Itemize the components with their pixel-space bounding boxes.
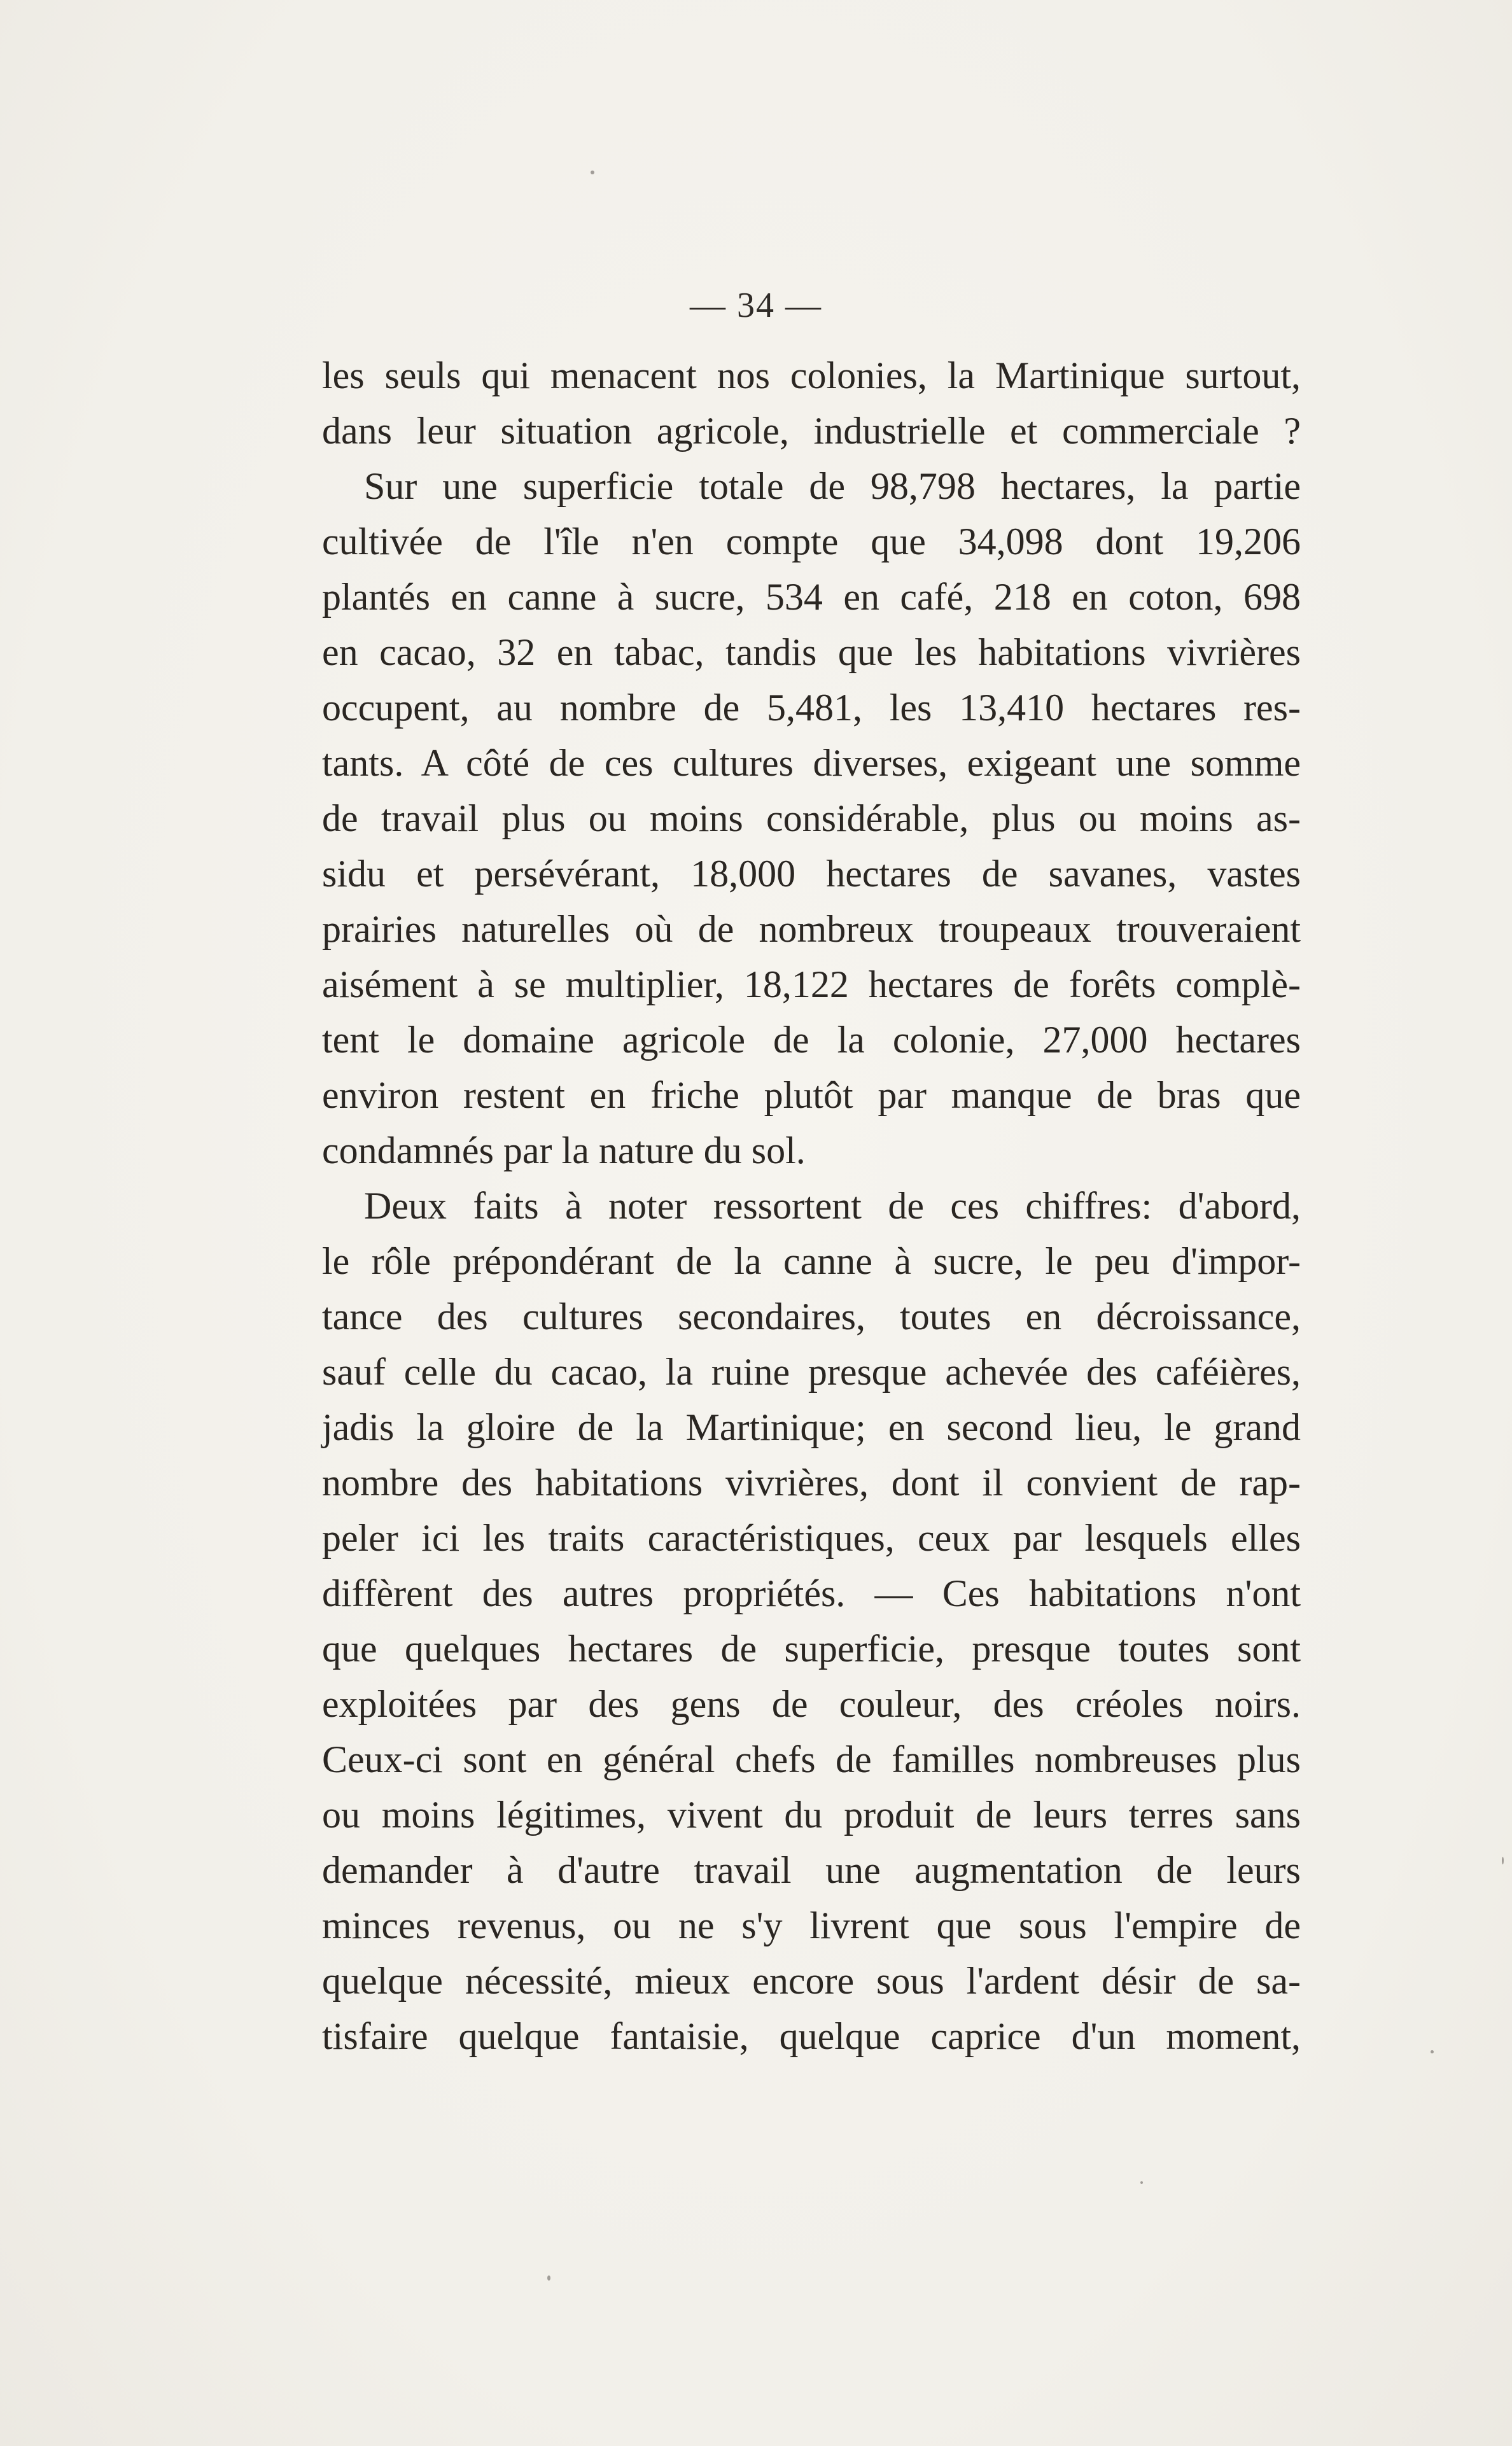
paper-speck [591, 171, 594, 174]
text-line: environ restent en friche plutôt par manque de bras que [322, 1074, 1301, 1116]
text-line: condamnés par la nature du sol. [322, 1129, 806, 1171]
text-line: aisément à se multiplier, 18,122 hectares de forêts complè- [322, 963, 1301, 1005]
text-line: demander à d'autre travail une augmentation de leurs [322, 1849, 1301, 1891]
text-line: prairies naturelles où de nombreux troupeaux trouveraient [322, 908, 1301, 950]
text-line: sidu et persévérant, 18,000 hectares de savanes, vastes [322, 853, 1301, 895]
paper-speck [1431, 2050, 1434, 2053]
text-line: Ceux-ci sont en général chefs de familles nombreuses plus [322, 1738, 1301, 1780]
text-line: les seuls qui menacent nos colonies, la Martinique surtout, [322, 354, 1301, 396]
text-line: ou moins légitimes, vivent du produit de leurs terres sans [322, 1794, 1301, 1836]
text-line: tent le domaine agricole de la colonie, 27,000 hectares [322, 1019, 1301, 1061]
text-line: quelque nécessité, mieux encore sous l'ardent désir de sa- [322, 1960, 1301, 2002]
text-line: en cacao, 32 en tabac, tandis que les habitations vivrières [322, 631, 1301, 673]
body-text [322, 348, 1301, 2064]
text-line: plantés en canne à sucre, 534 en café, 218 en coton, 698 [322, 576, 1301, 618]
text-line: cultivée de l'île n'en compte que 34,098 dont 19,206 [322, 521, 1301, 563]
text-line: dans leur situation agricole, industrielle et commerciale ? [322, 410, 1301, 452]
text-line: tisfaire quelque fantaisie, quelque caprice d'un moment, [322, 2015, 1301, 2057]
page-number: — 34 — [690, 286, 822, 325]
paper-speck [1502, 1857, 1504, 1864]
text-line: Deux faits à noter ressortent de ces chiffres: d'abord, [364, 1185, 1301, 1227]
text-line: peler ici les traits caractéristiques, ceux par lesquels elles [322, 1517, 1301, 1559]
text-line: exploitées par des gens de couleur, des créoles noirs. [322, 1683, 1301, 1725]
text-line: tance des cultures secondaires, toutes en décroissance, [322, 1296, 1301, 1338]
text-line: sauf celle du cacao, la ruine presque achevée des caféières, [322, 1351, 1301, 1393]
text-line: de travail plus ou moins considérable, plus ou moins as- [322, 797, 1301, 839]
text-line: Sur une superficie totale de 98,798 hectares, la partie [364, 465, 1301, 507]
text-line: nombre des habitations vivrières, dont il convient de rap- [322, 1462, 1301, 1504]
paper-speck [547, 2275, 550, 2281]
text-line: occupent, au nombre de 5,481, les 13,410 hectares res- [322, 687, 1301, 729]
text-line: que quelques hectares de superficie, presque toutes sont [322, 1628, 1301, 1670]
text-line: diffèrent des autres propriétés. — Ces habitations n'ont [322, 1572, 1301, 1614]
text-line: minces revenus, ou ne s'y livrent que sous l'empire de [322, 1904, 1301, 1946]
paper-speck [1140, 2181, 1143, 2184]
text-line: jadis la gloire de la Martinique; en second lieu, le grand [322, 1406, 1301, 1448]
text-line: tants. A côté de ces cultures diverses, exigeant une somme [322, 742, 1301, 784]
text-line: le rôle prépondérant de la canne à sucre, le peu d'impor- [322, 1240, 1301, 1282]
